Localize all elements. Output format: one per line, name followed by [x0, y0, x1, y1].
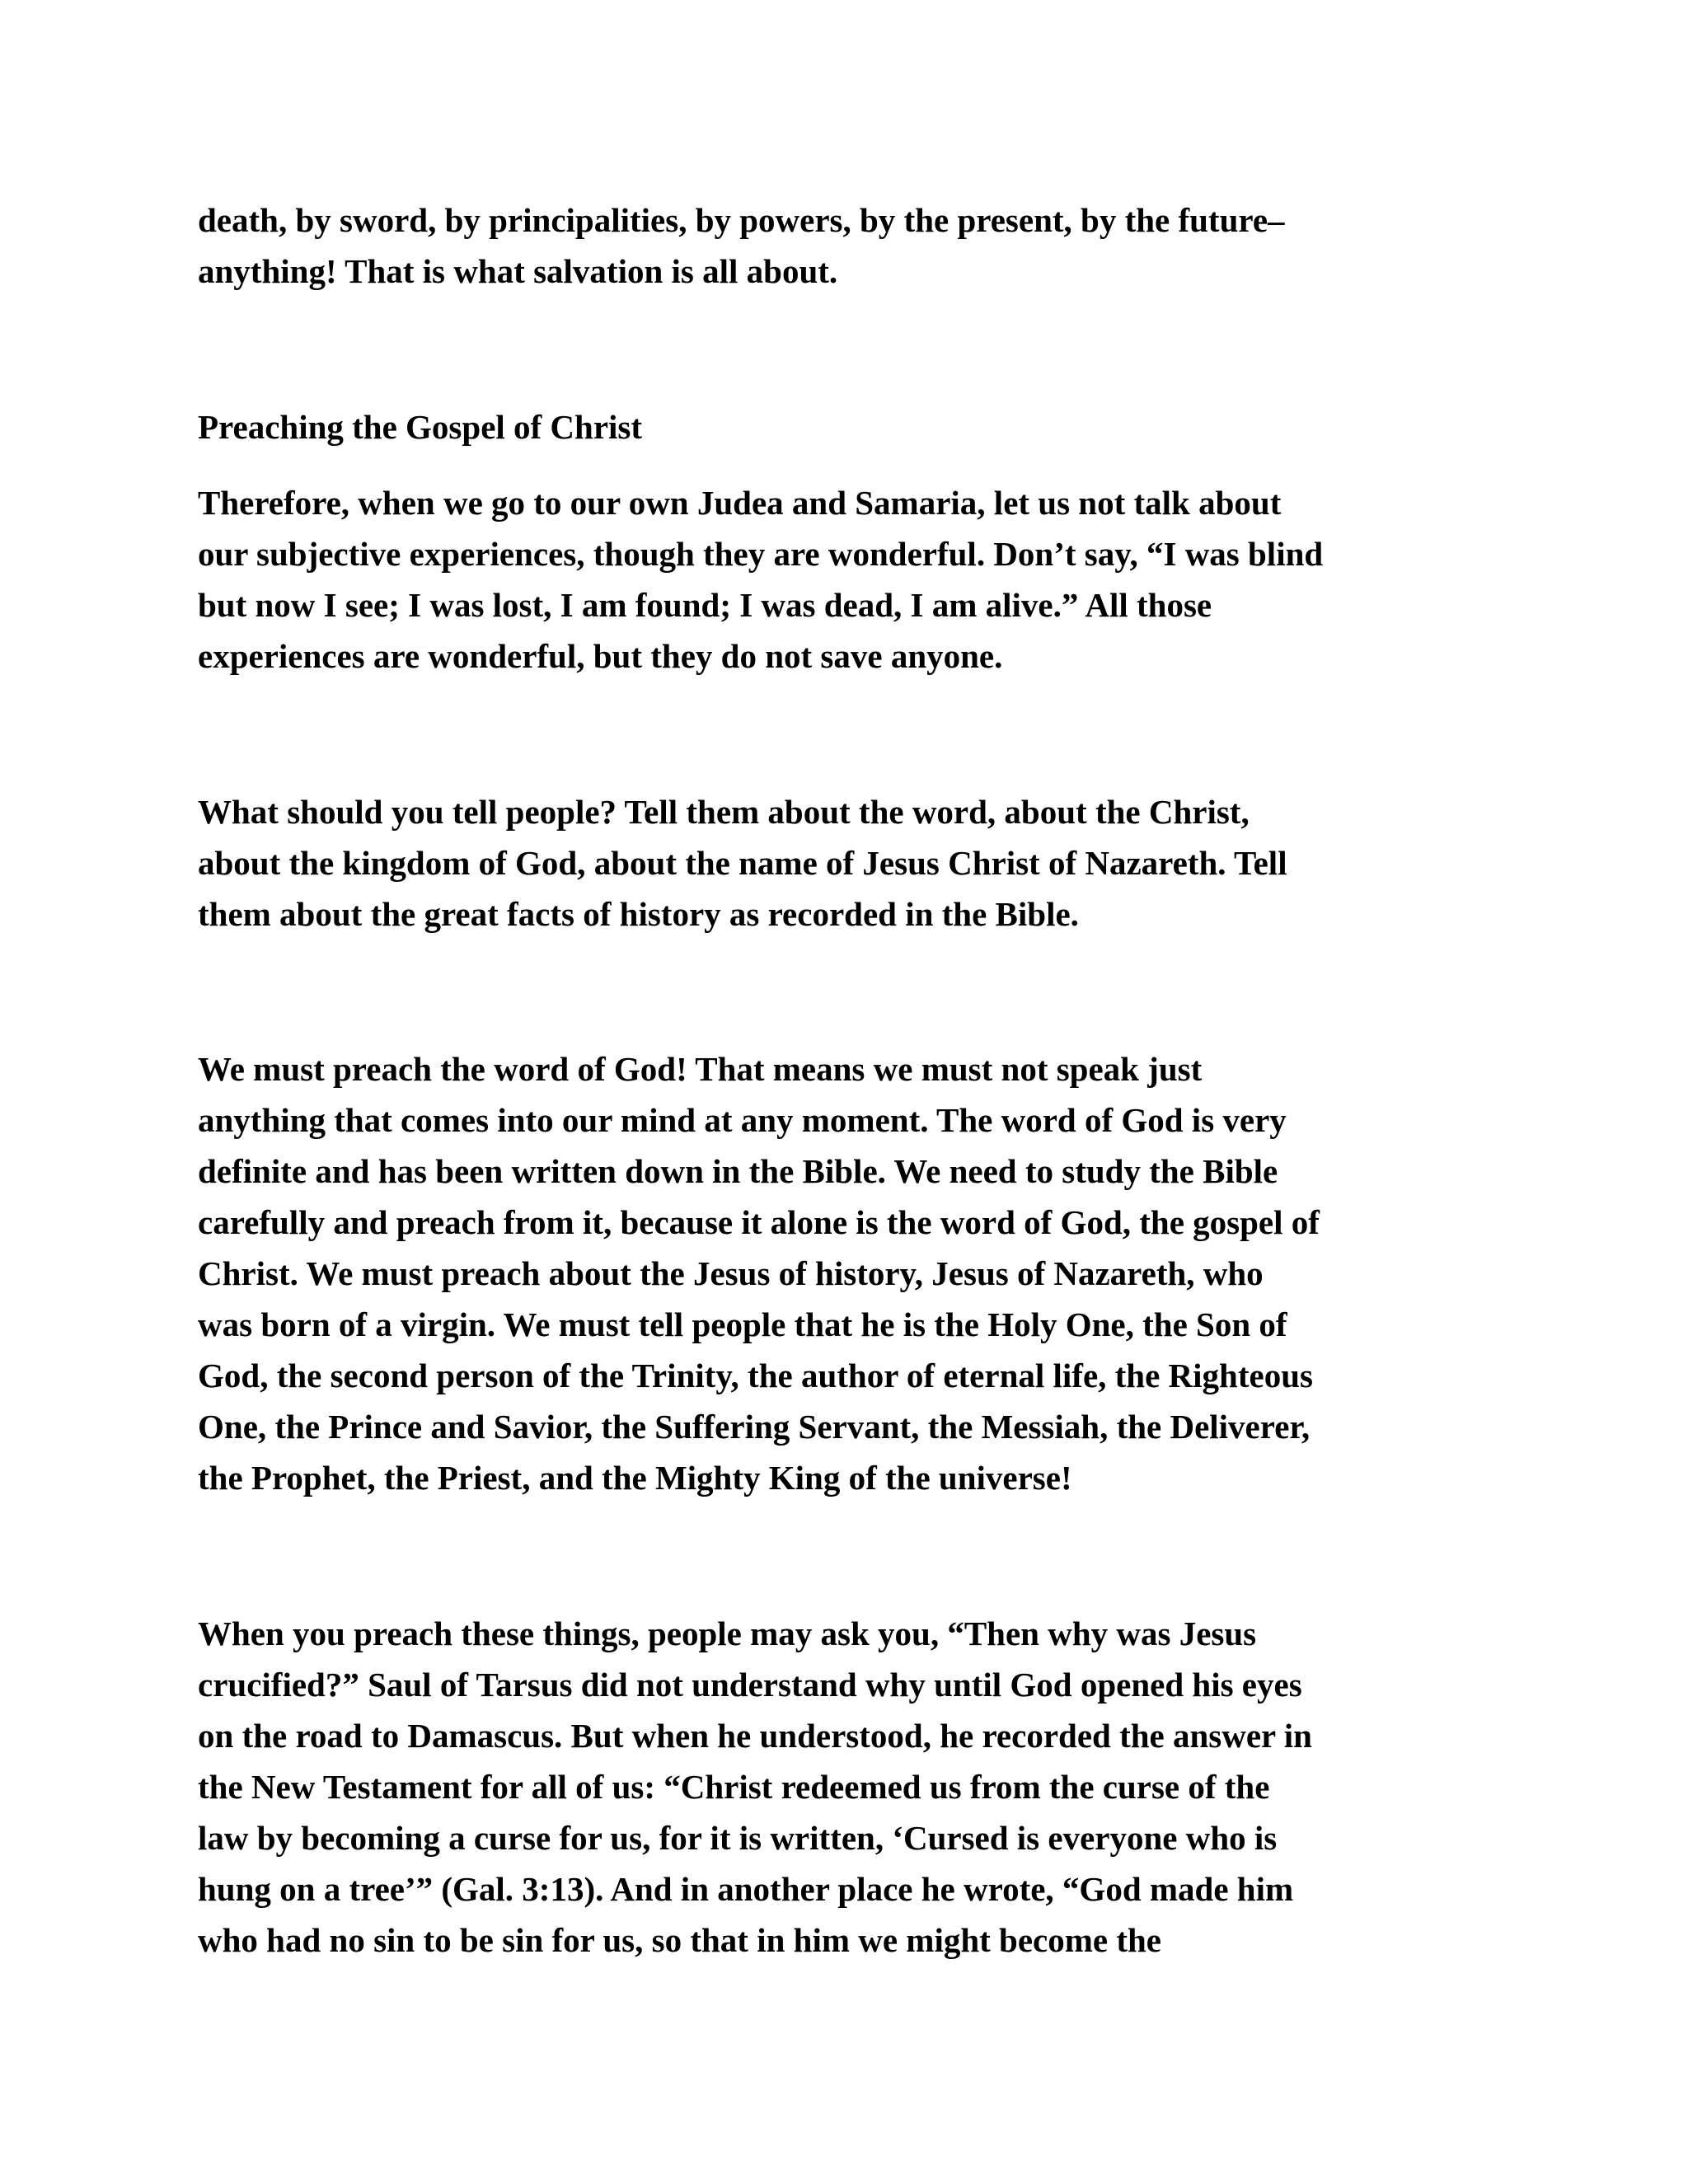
text-line: them about the great facts of history as recorded in the Bible. — [198, 895, 1079, 933]
heading-text: Preaching the Gospel of Christ — [198, 408, 643, 446]
text-line: We must preach the word of God! That means we must not speak just — [198, 1050, 1203, 1088]
text-line: on the road to Damascus. But when he understood, he recorded the answer in — [198, 1717, 1312, 1755]
text-line: about the kingdom of God, about the name of Jesus Christ of Nazareth. Tell — [198, 844, 1287, 882]
text-line: crucified?” Saul of Tarsus did not understand why until God opened his eyes — [198, 1666, 1302, 1704]
text-line: One, the Prince and Savior, the Suffering Servant, the Messiah, the Deliverer, — [198, 1408, 1311, 1446]
intro-paragraph — [198, 194, 1517, 297]
text-line: anything! That is what salvation is all about. — [198, 252, 838, 290]
text-line: hung on a tree’” (Gal. 3:13). And in another place he wrote, “God made him — [198, 1870, 1294, 1908]
text-line: What should you tell people? Tell them about the word, about the Christ, — [198, 793, 1250, 831]
text-line: the New Testament for all of us: “Christ redeemed us from the curse of the — [198, 1768, 1270, 1806]
text-line: was born of a virgin. We must tell people that he is the Holy One, the Son of — [198, 1305, 1287, 1343]
paragraph-2 — [198, 786, 1517, 940]
text-line: death, by sword, by principalities, by powers, by the present, by the future– — [198, 201, 1285, 239]
text-line: carefully and preach from it, because it alone is the word of God, the gospel of — [198, 1203, 1320, 1241]
text-line: who had no sin to be sin for us, so that in him we might become the — [198, 1921, 1162, 1959]
text-line: When you preach these things, people may ask you, “Then why was Jesus — [198, 1615, 1257, 1652]
text-line: law by becoming a curse for us, for it is written, ‘Cursed is everyone who is — [198, 1819, 1278, 1857]
text-line: God, the second person of the Trinity, the author of eternal life, the Righteous — [198, 1357, 1313, 1394]
text-line: definite and has been written down in the Bible. We need to study the Bible — [198, 1152, 1278, 1190]
text-line: Christ. We must preach about the Jesus of history, Jesus of Nazareth, who — [198, 1254, 1264, 1292]
text-line: Therefore, when we go to our own Judea and Samaria, let us not talk about — [198, 484, 1282, 522]
text-line: our subjective experiences, though they are wonderful. Don’t say, “I was blind — [198, 535, 1324, 573]
paragraph-3 — [198, 1043, 1517, 1503]
text-line: the Prophet, the Priest, and the Mighty King of the universe! — [198, 1459, 1072, 1497]
section-heading — [198, 401, 1517, 452]
paragraph-1 — [198, 477, 1517, 682]
paragraph-4 — [198, 1608, 1517, 1966]
text-line: anything that comes into our mind at any moment. The word of God is very — [198, 1101, 1287, 1139]
text-line: experiences are wonderful, but they do not save anyone. — [198, 637, 1003, 675]
text-line: but now I see; I was lost, I am found; I was dead, I am alive.” All those — [198, 586, 1212, 624]
